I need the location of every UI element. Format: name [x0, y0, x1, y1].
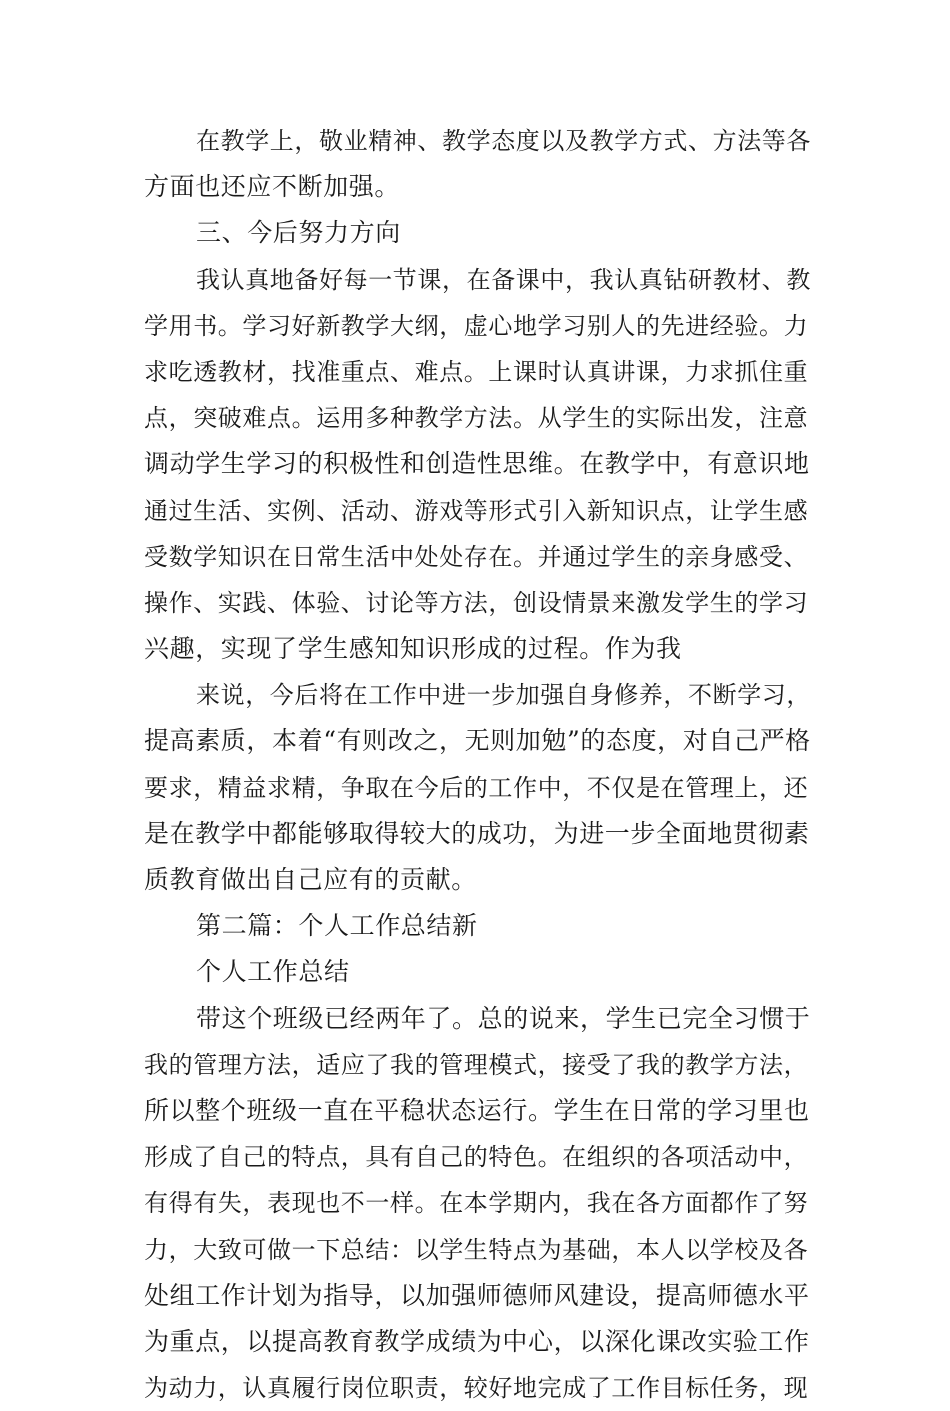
text-line: 处组工作计划为指导，以加强师德师风建设，提高师德水平 — [144, 1280, 810, 1310]
text-line: 要求，精益求精，争取在今后的工作中，不仅是在管理上，还 — [144, 773, 809, 802]
text-line: 三、今后努力方向 — [196, 218, 401, 248]
text-line: 调动学生学习的积极性和创造性思维。在教学中，有意识地 — [144, 449, 810, 479]
text-line: 我的管理方法，适应了我的管理模式，接受了我的教学方法， — [144, 1050, 809, 1079]
text-line: 形成了自己的特点，具有自己的特色。在组织的各项活动中， — [144, 1143, 809, 1172]
text-line: 所以整个班级一直在平稳状态运行。学生在日常的学习里也 — [144, 1095, 810, 1125]
text-line: 带这个班级已经两年了。总的说来，学生已完全习惯于 — [196, 1003, 811, 1033]
text-line: 是在教学中都能够取得较大的成功，为进一步全面地贯彻素 — [144, 818, 810, 848]
document-body — [144, 118, 814, 1411]
text-line: 我认真地备好每一节课，在备课中，我认真钻研教材、教 — [196, 265, 811, 294]
text-line: 通过生活、实例、活动、游戏等形式引入新知识点，让学生感 — [144, 496, 809, 525]
text-line: 方面也还应不断加强。 — [144, 172, 401, 202]
text-line: 力，大致可做一下总结：以学生特点为基础，本人以学校及各 — [144, 1235, 809, 1264]
text-line: 有得有失，表现也不一样。在本学期内，我在各方面都作了努 — [144, 1189, 809, 1218]
text-line: 求吃透教材，找准重点、难点。上课时认真讲课，力求抓住重 — [144, 357, 809, 386]
text-line: 为动力，认真履行岗位职责，较好地完成了工作目标任务，现 — [144, 1374, 809, 1403]
text-line: 第二篇：个人工作总结新 — [196, 911, 478, 941]
text-line: 学用书。学习好新教学大纲，虚心地学习别人的先进经验。力 — [144, 311, 809, 340]
text-line: 在教学上，敬业精神、教学态度以及教学方式、方法等各 — [196, 127, 811, 155]
text-line: 个人工作总结 — [196, 957, 350, 987]
text-line: 受数学知识在日常生活中处处存在。并通过学生的亲身感受、 — [144, 542, 809, 571]
text-line: 提高素质，本着“有则改之，无则加勉”的态度，对自己严格 — [144, 726, 811, 756]
text-line: 质教育做出自己应有的贡献。 — [144, 865, 477, 894]
text-line: 兴趣，实现了学生感知知识形成的过程。作为我 — [144, 634, 682, 664]
text-line: 为重点，以提高教育教学成绩为中心，以深化课改实验工作 — [144, 1326, 810, 1356]
text-line: 点，突破难点。运用多种教学方法。从学生的实际出发，注意 — [144, 404, 809, 433]
text-line: 来说，今后将在工作中进一步加强自身修养，不断学习， — [196, 681, 811, 710]
text-line: 操作、实践、体验、讨论等方法，创设情景来激发学生的学习 — [144, 588, 809, 617]
